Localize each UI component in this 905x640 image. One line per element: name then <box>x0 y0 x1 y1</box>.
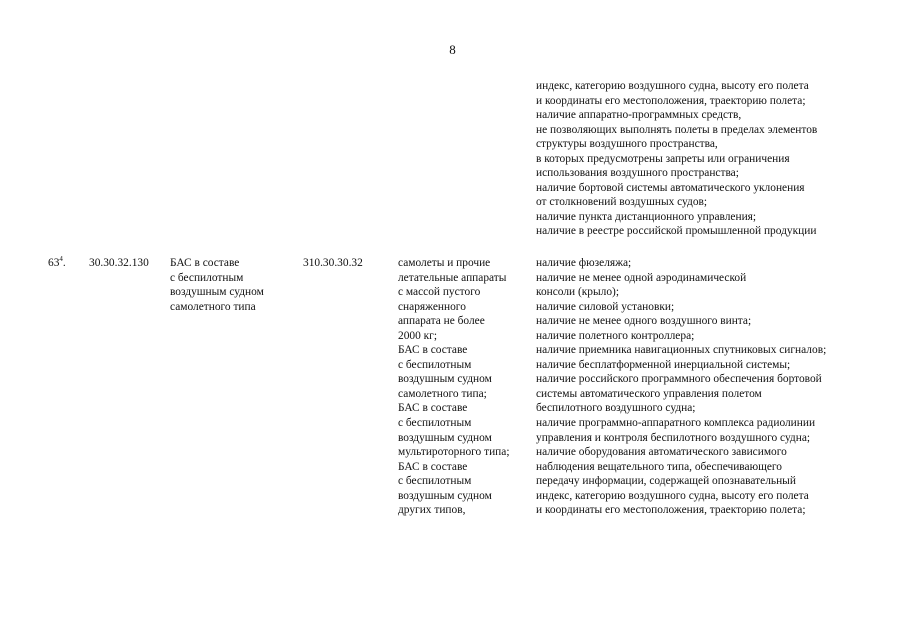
row-criteria-line: наличие российского программного обеспечения бортовой <box>536 373 822 386</box>
row-description-line: воздушным судном <box>398 373 492 386</box>
row-okpd-code: 310.30.30.32 <box>303 257 363 269</box>
continuation-line: наличие бортовой системы автоматического уклонения <box>536 181 805 194</box>
row-number-superscript: 4 <box>59 255 63 263</box>
continuation-line: не позволяющих выполнять полеты в пределах элементов <box>536 123 818 136</box>
row-criteria-line: индекс, категорию воздушного судна, высоту его полета <box>536 489 809 502</box>
row-description-line: воздушным судном <box>398 431 492 444</box>
continuation-line: наличие пункта дистанционного управления; <box>536 210 757 223</box>
row-description-line: самолетного типа; <box>398 387 487 400</box>
row-criteria <box>536 256 826 518</box>
row-description-line: мультироторного типа; <box>398 446 510 459</box>
row-criteria-line: управления и контроля беспилотного воздушного судна; <box>536 431 811 444</box>
row-description-line: с массой пустого <box>398 286 481 299</box>
row-number-suffix: . <box>62 257 66 269</box>
row-description-line: с беспилотным <box>398 475 472 488</box>
row-description-line: с беспилотным <box>398 417 472 430</box>
continuation-criteria <box>536 79 886 239</box>
continuation-line: наличие в реестре российской промышленной продукции <box>536 225 817 238</box>
row-criteria-line: передачу информации, содержащей опознавательный <box>536 475 796 488</box>
row-description-line: с беспилотным <box>398 358 472 371</box>
row-description-line: БАС в составе <box>398 344 468 357</box>
row-description-line: воздушным судном <box>398 489 492 502</box>
row-name <box>170 256 264 314</box>
row-code: 30.30.32.130 <box>89 257 149 269</box>
row-criteria-line: наличие не менее одной аэродинамической <box>536 271 747 284</box>
row-description-line: самолеты и прочие <box>398 257 491 269</box>
row-description-line: летательные аппараты <box>398 271 507 284</box>
row-criteria-line: наблюдения вещательного типа, обеспечивающего <box>536 460 782 473</box>
row-description-line: аппарата не более <box>398 315 485 328</box>
row-name-line: с беспилотным <box>170 271 244 284</box>
row-description-line: БАС в составе <box>398 460 468 473</box>
row-criteria-line: системы автоматического управления полетом <box>536 387 762 400</box>
row-name-line: БАС в составе <box>170 257 240 269</box>
continuation-line: и координаты его местоположения, траекторию полета; <box>536 94 806 107</box>
row-criteria-line: наличие оборудования автоматического зависимого <box>536 446 787 459</box>
row-description <box>398 256 510 518</box>
row-criteria-line: наличие фюзеляжа; <box>536 257 632 269</box>
row-criteria-line: наличие бесплатформенной инерциальной системы; <box>536 358 791 371</box>
row-description-line: других типов, <box>398 504 466 517</box>
row-name-line: самолетного типа <box>170 300 256 313</box>
row-description-line: БАС в составе <box>398 402 468 415</box>
continuation-line: в которых предусмотрены запреты или ограничения <box>536 152 790 165</box>
continuation-line: структуры воздушного пространства, <box>536 138 718 151</box>
row-criteria-line: беспилотного воздушного судна; <box>536 402 696 415</box>
row-description-line: 2000 кг; <box>398 329 437 342</box>
row-name-line: воздушным судном <box>170 286 264 299</box>
continuation-line: использования воздушного пространства; <box>536 167 739 180</box>
row-criteria-line: консоли (крыло); <box>536 286 619 299</box>
row-criteria-line: наличие полетного контроллера; <box>536 329 695 342</box>
continuation-line: индекс, категорию воздушного судна, высоту его полета <box>536 80 809 92</box>
row-number-base: 63 <box>48 257 60 269</box>
page-number: 8 <box>449 42 456 57</box>
continuation-line: от столкновений воздушных судов; <box>536 196 708 209</box>
row-description-line: снаряженного <box>398 300 466 313</box>
row-criteria-line: наличие силовой установки; <box>536 300 675 313</box>
row-number <box>48 256 66 271</box>
row-criteria-line: наличие программно-аппаратного комплекса радиолинии <box>536 417 816 430</box>
row-criteria-line: наличие приемника навигационных спутниковых сигналов; <box>536 344 827 357</box>
row-criteria-line: наличие не менее одного воздушного винта; <box>536 315 752 328</box>
continuation-line: наличие аппаратно-программных средств, <box>536 109 742 122</box>
row-criteria-line: и координаты его местоположения, траекторию полета; <box>536 504 806 517</box>
